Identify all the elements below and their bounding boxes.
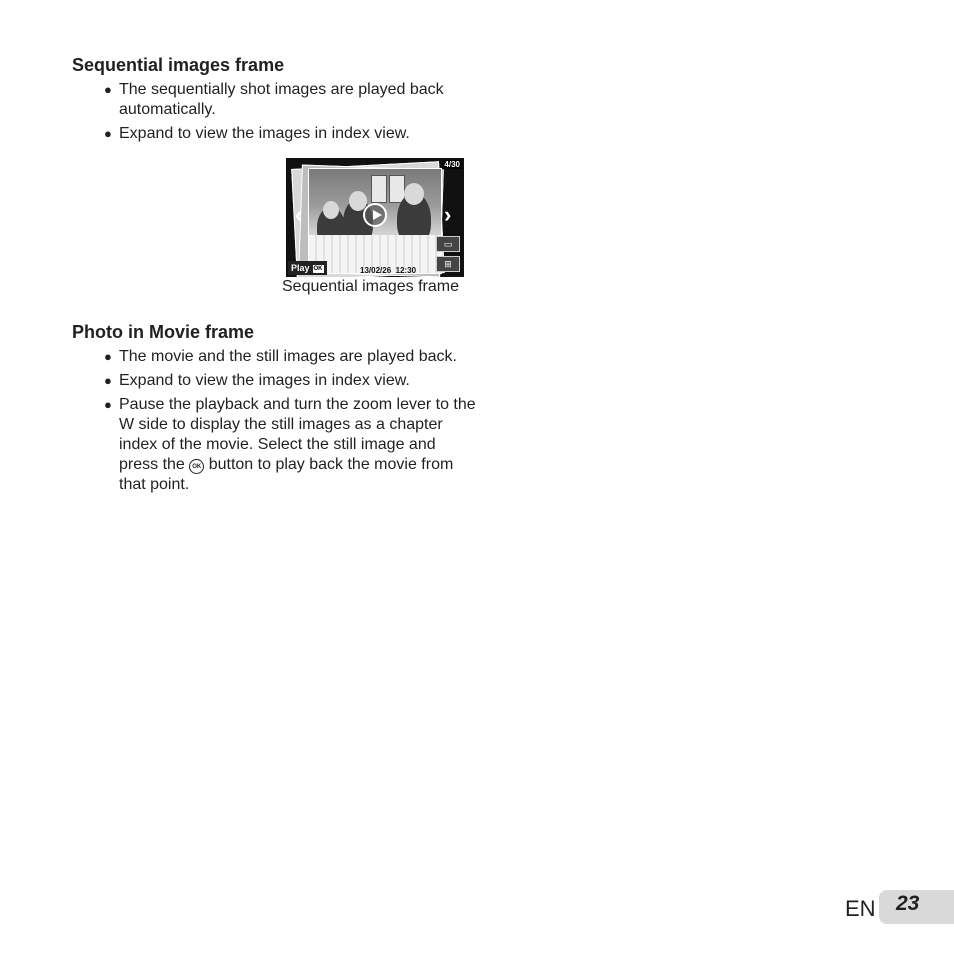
page-number: 23 (896, 892, 920, 915)
figure-caption: Sequential images frame (282, 278, 459, 295)
bullet-dot-icon: ● (104, 82, 112, 97)
list-item: ● Expand to view the images in index view. (104, 125, 410, 142)
chevron-right-icon[interactable]: › (444, 202, 452, 227)
list-item: ● The sequentially shot images are played back automatically. (104, 81, 444, 118)
chevron-left-icon[interactable]: ‹ (295, 202, 303, 227)
bullet-dot-icon: ● (104, 126, 112, 141)
language-label: EN (845, 896, 876, 921)
camera-screen-figure (286, 158, 464, 277)
bullet-list-photo-in-movie (104, 347, 476, 499)
ok-button-icon: OK (313, 266, 323, 272)
page-number-tab (879, 890, 954, 924)
section-title-sequential: Sequential images frame (72, 55, 285, 75)
section-title-photo-in-movie: Photo in Movie frame (72, 322, 255, 342)
list-item: ● The movie and the still images are played back. (104, 348, 457, 365)
photo-face (323, 201, 339, 219)
bullet-list-sequential (104, 80, 476, 148)
index-view-icon[interactable]: ⊞ (436, 256, 460, 272)
bullet-dot-icon: ● (104, 349, 112, 364)
bullet-dot-icon: ● (104, 397, 112, 412)
bullet-dot-icon: ● (104, 373, 112, 388)
date-time-stamp: 13/02/26 12:30 (360, 266, 417, 275)
frame-mode-icon[interactable]: ▭ (436, 236, 460, 252)
photo-face (404, 183, 424, 205)
play-icon[interactable] (363, 203, 387, 227)
list-item: ● Expand to view the images in index view. (104, 372, 410, 389)
ok-button-icon: OK (189, 459, 204, 474)
list-item: ● Pause the playback and turn the zoom lever to the W side to display the still images as a chapter index of the movie. Select the still image and press the OK button to play back the movie from that point. (104, 396, 476, 493)
photo-window (371, 175, 387, 203)
frame-counter: 4/30 (444, 160, 460, 169)
play-button-label[interactable]: Play OK (288, 261, 327, 275)
